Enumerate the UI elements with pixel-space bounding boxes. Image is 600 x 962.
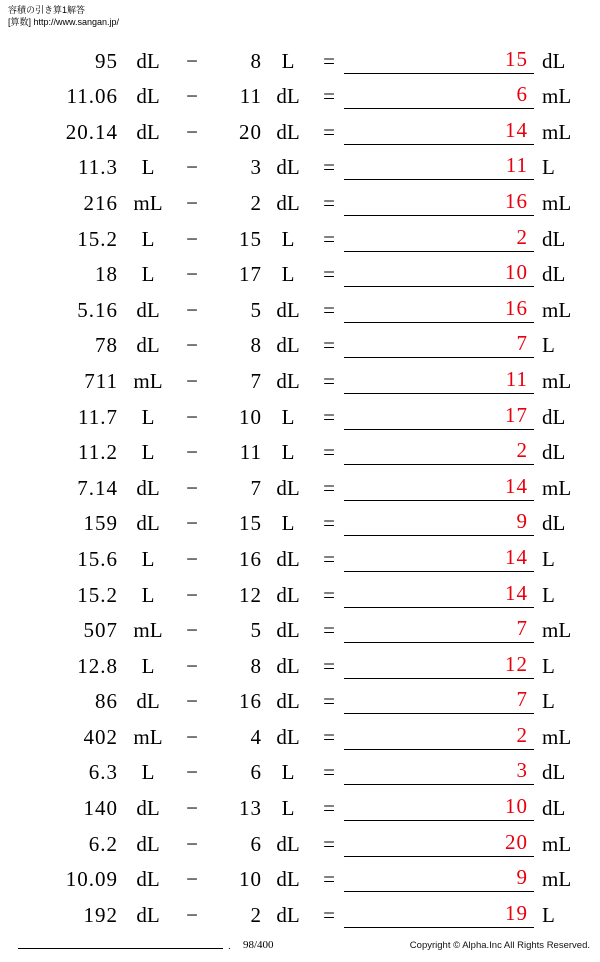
equals-operator: = (323, 119, 335, 144)
problem-operand2: 16 (239, 689, 262, 714)
problem-unit1: dL (136, 511, 160, 536)
minus-operator: − (186, 155, 198, 180)
answer-unit: mL (542, 724, 572, 749)
answer-field[interactable]: 7 (344, 616, 534, 643)
equals-operator: = (323, 724, 335, 749)
answer-unit: dL (542, 511, 566, 536)
minus-operator: − (186, 831, 198, 856)
problem-operand2: 6 (250, 831, 262, 856)
problem-unit2: dL (276, 867, 300, 892)
problem-row (0, 750, 600, 786)
problem-operand2: 4 (250, 724, 262, 749)
answer-unit: L (542, 333, 555, 358)
problem-unit1: L (141, 440, 155, 465)
problem-unit1: L (141, 582, 155, 607)
equals-operator: = (323, 48, 335, 73)
minus-operator: − (186, 368, 198, 393)
answer-field[interactable]: 9 (344, 865, 534, 892)
problem-unit1: dL (136, 475, 160, 500)
problem-unit1: L (141, 155, 155, 180)
problem-row (0, 501, 600, 537)
problem-operand2: 11 (239, 440, 262, 465)
problem-operand2: 5 (250, 618, 262, 643)
answer-unit: mL (542, 119, 572, 144)
answer-unit: dL (542, 404, 566, 429)
problem-row (0, 785, 600, 821)
answer-field[interactable]: 14 (344, 118, 534, 145)
problem-row (0, 714, 600, 750)
problem-row (0, 643, 600, 679)
answer-field[interactable]: 7 (344, 331, 534, 358)
equals-operator: = (323, 511, 335, 536)
problem-operand1: 159 (83, 511, 118, 536)
problem-row (0, 465, 600, 501)
answer-unit: L (542, 653, 555, 678)
problem-row (0, 679, 600, 715)
problem-operand2: 16 (239, 546, 262, 571)
minus-operator: − (186, 511, 198, 536)
problem-unit2: L (281, 404, 295, 429)
problem-unit2: dL (276, 333, 300, 358)
problem-unit2: dL (276, 475, 300, 500)
problem-operand2: 2 (250, 190, 262, 215)
problem-operand1: 15.2 (77, 226, 118, 251)
problem-operand2: 3 (250, 155, 262, 180)
problem-row (0, 252, 600, 288)
equals-operator: = (323, 546, 335, 571)
minus-operator: − (186, 119, 198, 144)
problem-row (0, 109, 600, 145)
answer-field[interactable]: 14 (344, 545, 534, 572)
problem-unit1: L (141, 404, 155, 429)
minus-operator: − (186, 902, 198, 927)
equals-operator: = (323, 333, 335, 358)
answer-unit: mL (542, 190, 572, 215)
problem-operand2: 12 (239, 582, 262, 607)
problem-unit2: dL (276, 618, 300, 643)
problem-unit1: mL (133, 190, 163, 215)
minus-operator: − (186, 546, 198, 571)
answer-field[interactable]: 6 (344, 82, 534, 109)
problem-operand1: 78 (95, 333, 118, 358)
problem-unit1: dL (136, 902, 160, 927)
problem-row (0, 608, 600, 644)
equals-operator: = (323, 618, 335, 643)
problem-operand1: 12.8 (77, 653, 118, 678)
problem-operand2: 8 (250, 333, 262, 358)
answer-field[interactable]: 10 (344, 794, 534, 821)
problem-row (0, 287, 600, 323)
minus-operator: − (186, 440, 198, 465)
minus-operator: − (186, 190, 198, 215)
problem-unit2: L (281, 262, 295, 287)
problem-operand1: 140 (83, 796, 118, 821)
problem-unit1: dL (136, 48, 160, 73)
equals-operator: = (323, 831, 335, 856)
problem-operand2: 5 (250, 297, 262, 322)
minus-operator: − (186, 475, 198, 500)
problem-unit1: dL (136, 119, 160, 144)
answer-unit: L (542, 902, 555, 927)
problem-operand2: 10 (239, 867, 262, 892)
answer-unit: dL (542, 262, 566, 287)
worksheet-header (8, 4, 119, 28)
problem-operand1: 11.2 (78, 440, 118, 465)
equals-operator: = (323, 902, 335, 927)
problem-list (0, 38, 600, 928)
problem-operand1: 86 (95, 689, 118, 714)
problem-operand1: 15.6 (77, 546, 118, 571)
problem-operand2: 8 (250, 653, 262, 678)
problem-unit1: L (141, 226, 155, 251)
problem-operand2: 6 (250, 760, 262, 785)
problem-operand2: 8 (250, 48, 262, 73)
problem-unit2: dL (276, 155, 300, 180)
answer-unit: dL (542, 48, 566, 73)
problem-unit2: dL (276, 653, 300, 678)
problem-row (0, 536, 600, 572)
problem-unit2: dL (276, 902, 300, 927)
problem-row (0, 857, 600, 893)
problem-row (0, 394, 600, 430)
problem-operand2: 15 (239, 226, 262, 251)
problem-operand1: 507 (83, 618, 118, 643)
minus-operator: − (186, 404, 198, 429)
equals-operator: = (323, 368, 335, 393)
problem-unit2: dL (276, 724, 300, 749)
problem-operand1: 6.2 (88, 831, 118, 856)
problem-unit2: dL (276, 297, 300, 322)
answer-field[interactable]: 11 (344, 153, 534, 180)
problem-row (0, 216, 600, 252)
answer-unit: mL (542, 618, 572, 643)
equals-operator: = (323, 796, 335, 821)
problem-unit2: dL (276, 689, 300, 714)
problem-row (0, 38, 600, 74)
problem-operand2: 15 (239, 511, 262, 536)
answer-field[interactable]: 17 (344, 403, 534, 430)
problem-row (0, 572, 600, 608)
page-number: 98/400 (243, 939, 274, 951)
minus-operator: − (186, 84, 198, 109)
problem-operand1: 711 (84, 368, 118, 393)
problem-unit1: dL (136, 796, 160, 821)
minus-operator: − (186, 724, 198, 749)
answer-unit: mL (542, 831, 572, 856)
problem-unit1: dL (136, 867, 160, 892)
answer-field[interactable]: 12 (344, 652, 534, 679)
problem-unit1: dL (136, 831, 160, 856)
answer-field[interactable]: 9 (344, 509, 534, 536)
problem-row (0, 74, 600, 110)
copyright-notice: Copyright © Alpha.Inc All Rights Reserved. (409, 940, 590, 951)
problem-unit2: dL (276, 582, 300, 607)
equals-operator: = (323, 262, 335, 287)
equals-operator: = (323, 404, 335, 429)
problem-unit1: L (141, 760, 155, 785)
problem-unit2: L (281, 511, 295, 536)
minus-operator: − (186, 760, 198, 785)
problem-operand1: 6.3 (88, 760, 118, 785)
problem-unit2: L (281, 796, 295, 821)
equals-operator: = (323, 297, 335, 322)
equals-operator: = (323, 155, 335, 180)
minus-operator: − (186, 297, 198, 322)
problem-operand1: 15.2 (77, 582, 118, 607)
problem-unit2: L (281, 440, 295, 465)
problem-unit1: L (141, 653, 155, 678)
problem-operand1: 402 (83, 724, 118, 749)
answer-field[interactable]: 11 (344, 367, 534, 394)
problem-unit1: L (141, 546, 155, 571)
minus-operator: − (186, 582, 198, 607)
problem-unit1: dL (136, 333, 160, 358)
minus-operator: − (186, 689, 198, 714)
answer-field[interactable]: 2 (344, 723, 534, 750)
worksheet-footer (0, 936, 600, 962)
equals-operator: = (323, 84, 335, 109)
problem-unit2: dL (276, 546, 300, 571)
answer-field[interactable]: 15 (344, 47, 534, 74)
answer-field[interactable]: 2 (344, 225, 534, 252)
minus-operator: − (186, 333, 198, 358)
problem-operand1: 192 (83, 902, 118, 927)
equals-operator: = (323, 760, 335, 785)
answer-unit: L (542, 546, 555, 571)
minus-operator: − (186, 262, 198, 287)
equals-operator: = (323, 190, 335, 215)
problem-row (0, 323, 600, 359)
equals-operator: = (323, 475, 335, 500)
minus-operator: − (186, 867, 198, 892)
answer-field[interactable]: 20 (344, 830, 534, 857)
answer-unit: mL (542, 475, 572, 500)
problem-unit2: dL (276, 831, 300, 856)
problem-operand2: 13 (239, 796, 262, 821)
name-blank-line (18, 948, 223, 949)
problem-unit1: mL (133, 724, 163, 749)
problem-unit2: dL (276, 368, 300, 393)
answer-unit: L (542, 689, 555, 714)
problem-operand1: 5.16 (77, 297, 118, 322)
equals-operator: = (323, 582, 335, 607)
problem-unit1: L (141, 262, 155, 287)
equals-operator: = (323, 653, 335, 678)
problem-unit1: dL (136, 297, 160, 322)
problem-unit2: L (281, 226, 295, 251)
problem-unit1: mL (133, 368, 163, 393)
problem-unit2: L (281, 48, 295, 73)
answer-field[interactable]: 14 (344, 474, 534, 501)
answer-field[interactable]: 3 (344, 758, 534, 785)
problem-row (0, 892, 600, 928)
problem-row (0, 358, 600, 394)
problem-unit1: dL (136, 689, 160, 714)
problem-unit1: dL (136, 84, 160, 109)
problem-operand1: 216 (83, 190, 118, 215)
minus-operator: − (186, 796, 198, 821)
answer-unit: dL (542, 796, 566, 821)
problem-operand1: 11.06 (66, 84, 118, 109)
equals-operator: = (323, 867, 335, 892)
problem-operand1: 18 (95, 262, 118, 287)
worksheet-title: 容積の引き算1解答 (8, 5, 86, 15)
problem-operand2: 20 (239, 119, 262, 144)
answer-unit: L (542, 582, 555, 607)
problem-operand2: 7 (250, 368, 262, 393)
answer-field[interactable]: 7 (344, 687, 534, 714)
problem-operand1: 11.7 (78, 404, 118, 429)
answer-field[interactable]: 16 (344, 189, 534, 216)
problem-unit1: mL (133, 618, 163, 643)
footer-dot: . (228, 941, 231, 952)
problem-row (0, 180, 600, 216)
problem-operand2: 11 (239, 84, 262, 109)
answer-field[interactable]: 16 (344, 296, 534, 323)
equals-operator: = (323, 440, 335, 465)
answer-field[interactable]: 19 (344, 901, 534, 928)
problem-operand1: 7.14 (77, 475, 118, 500)
minus-operator: − (186, 653, 198, 678)
problem-row (0, 145, 600, 181)
minus-operator: − (186, 618, 198, 643)
answer-unit: dL (542, 226, 566, 251)
answer-unit: mL (542, 867, 572, 892)
problem-operand1: 20.14 (65, 119, 118, 144)
problem-operand2: 10 (239, 404, 262, 429)
problem-operand1: 10.09 (65, 867, 118, 892)
answer-unit: dL (542, 440, 566, 465)
answer-unit: dL (542, 760, 566, 785)
answer-unit: mL (542, 84, 572, 109)
problem-row (0, 430, 600, 466)
problem-unit2: dL (276, 190, 300, 215)
problem-operand2: 17 (239, 262, 262, 287)
problem-row (0, 821, 600, 857)
equals-operator: = (323, 226, 335, 251)
answer-field[interactable]: 2 (344, 438, 534, 465)
problem-unit2: dL (276, 119, 300, 144)
minus-operator: − (186, 226, 198, 251)
answer-field[interactable]: 10 (344, 260, 534, 287)
answer-unit: mL (542, 368, 572, 393)
minus-operator: − (186, 48, 198, 73)
problem-unit2: L (281, 760, 295, 785)
equals-operator: = (323, 689, 335, 714)
answer-unit: L (542, 155, 555, 180)
answer-unit: mL (542, 297, 572, 322)
problem-operand1: 11.3 (78, 155, 118, 180)
worksheet-subject-url: [算数] http://www.sangan.jp/ (8, 17, 120, 27)
answer-field[interactable]: 14 (344, 581, 534, 608)
problem-unit2: dL (276, 84, 300, 109)
problem-operand2: 2 (250, 902, 262, 927)
problem-operand1: 95 (95, 48, 118, 73)
problem-operand2: 7 (250, 475, 262, 500)
